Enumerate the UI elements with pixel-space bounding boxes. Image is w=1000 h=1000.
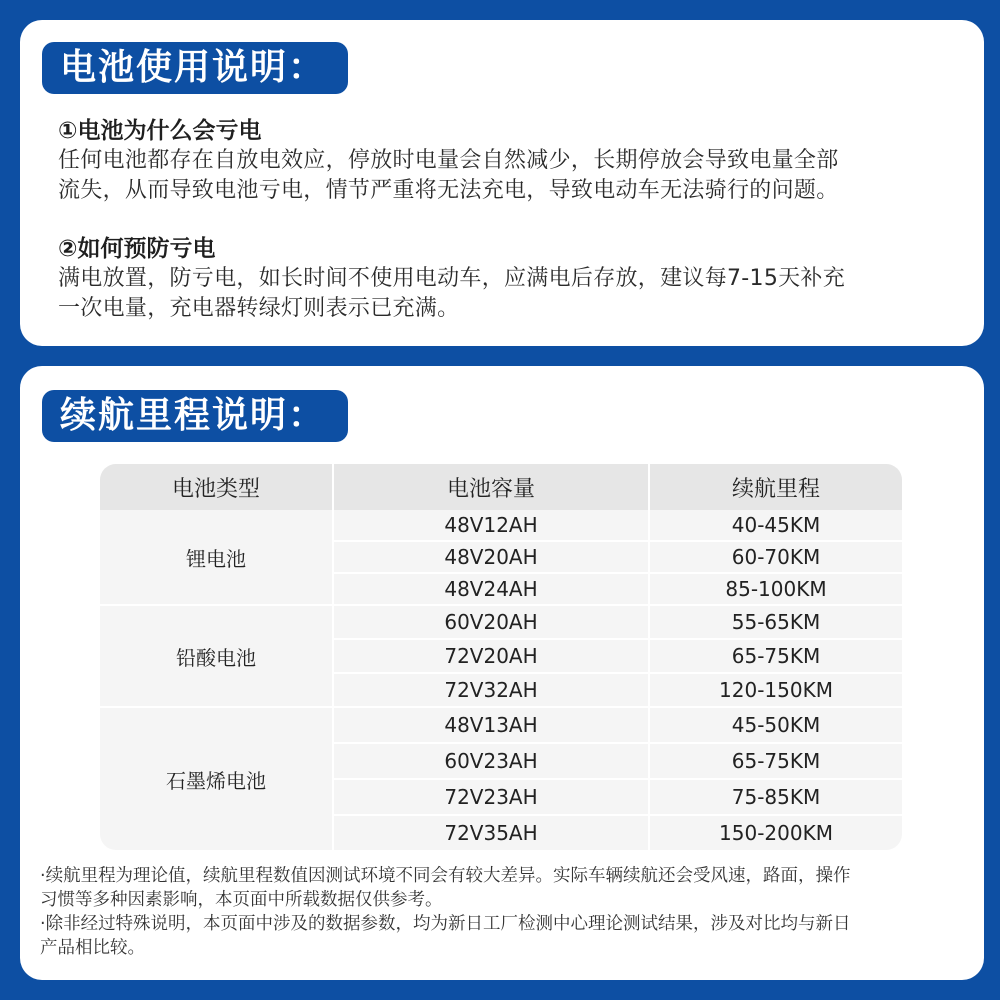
range-cell: 45-50KM xyxy=(731,713,821,737)
capacity-cell: 60V20AH xyxy=(334,606,650,638)
footnote-line: ·除非经过特殊说明，本页面中涉及的数据参数，均为新日工厂检测中心理论测试结果，涉及对比均与新日 xyxy=(40,914,851,934)
range-cell: 40-45KM xyxy=(731,513,821,537)
section-title: ①电池为什么会亏电 xyxy=(58,118,262,144)
paragraph-line: 一次电量，充电器转绿灯则表示已充满。 xyxy=(58,296,460,321)
range-cell: 75-85KM xyxy=(731,785,821,809)
header-battery-type: 电池类型 xyxy=(100,464,334,510)
table-row xyxy=(334,742,902,778)
range-table xyxy=(100,464,902,850)
header-battery-capacity: 电池容量 xyxy=(334,464,650,510)
paragraph-line: 任何电池都存在自放电效应，停放时电量会自然减少，长期停放会导致电量全部 xyxy=(58,148,839,173)
range-cell: 120-150KM xyxy=(719,678,833,702)
footnote-line: 习惯等多种因素影响，本页面中所载数据仅供参考。 xyxy=(40,890,443,910)
table-body xyxy=(100,510,902,850)
row-group-lithium xyxy=(100,510,902,604)
range-cell: 65-75KM xyxy=(731,749,821,773)
row-group-graphene xyxy=(100,706,902,850)
capacity-cell: 48V20AH xyxy=(334,542,650,572)
range-cell: 60-70KM xyxy=(731,545,821,569)
table-row xyxy=(334,572,902,604)
capacity-cell: 60V23AH xyxy=(334,744,650,778)
table-row xyxy=(334,540,902,572)
header-range: 续航里程 xyxy=(731,476,820,502)
paragraph-line: 满电放置，防亏电，如长时间不使用电动车，应满电后存放，建议每7-15天补充 xyxy=(58,266,846,291)
battery-usage-card xyxy=(20,20,984,346)
section-title: ②如何预防亏电 xyxy=(58,236,216,262)
capacity-cell: 72V35AH xyxy=(334,816,650,850)
battery-type-cell: 石墨烯电池 xyxy=(100,708,334,850)
footnote-line: 产品相比较。 xyxy=(40,938,145,958)
capacity-cell: 48V12AH xyxy=(334,510,650,540)
range-cell: 55-65KM xyxy=(731,610,821,634)
section-prevent-discharge xyxy=(58,234,964,324)
range-cell: 85-100KM xyxy=(725,577,827,601)
capacity-cell: 48V13AH xyxy=(334,708,650,742)
battery-usage-heading: 电池使用说明： xyxy=(42,42,348,94)
table-row xyxy=(334,708,902,742)
table-row xyxy=(334,672,902,706)
table-row xyxy=(334,510,902,540)
table-row xyxy=(334,778,902,814)
footnotes xyxy=(40,864,958,960)
battery-type-cell: 锂电池 xyxy=(100,510,334,604)
footnote-test-data xyxy=(40,912,958,960)
capacity-cell: 48V24AH xyxy=(334,574,650,604)
section-why-discharge xyxy=(58,116,964,206)
capacity-cell: 72V32AH xyxy=(334,674,650,706)
table-row xyxy=(334,606,902,638)
footnote-range-theoretical xyxy=(40,864,958,912)
row-group-lead-acid xyxy=(100,604,902,706)
range-info-card xyxy=(20,366,984,980)
table-row xyxy=(334,638,902,672)
battery-type-cell: 铅酸电池 xyxy=(100,606,334,706)
range-cell: 65-75KM xyxy=(731,644,821,668)
table-row xyxy=(334,814,902,850)
capacity-cell: 72V23AH xyxy=(334,780,650,814)
paragraph-line: 流失，从而导致电池亏电，情节严重将无法充电，导致电动车无法骑行的问题。 xyxy=(58,178,839,203)
footnote-line: ·续航里程为理论值，续航里程数值因测试环境不同会有较大差异。实际车辆续航还会受风速，路面，操作 xyxy=(40,866,851,886)
capacity-cell: 72V20AH xyxy=(334,640,650,672)
table-header xyxy=(100,464,902,510)
range-cell: 150-200KM xyxy=(719,821,833,845)
range-info-heading: 续航里程说明： xyxy=(42,390,348,442)
